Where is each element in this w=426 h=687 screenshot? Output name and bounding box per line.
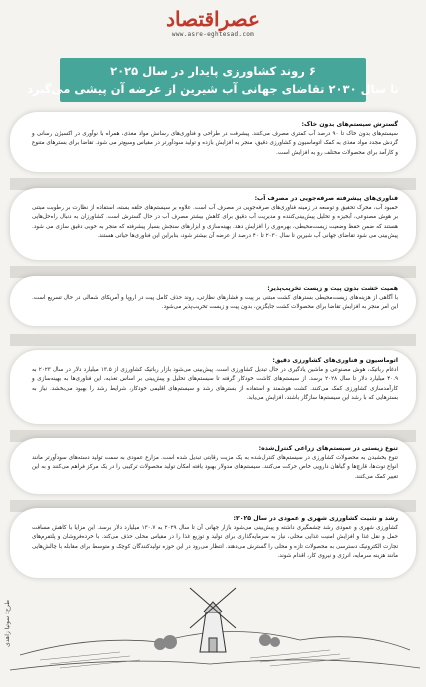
field-hatching (40, 650, 350, 668)
section-text (32, 120, 398, 158)
section-text (32, 444, 398, 482)
section-body: ادغام رباتیک، هوش مصنوعی و ماشین یادگیری در حال تبدیل کشاورزی است. پیش‌بینی می‌شود بازار رباتیک کشاورزی از ۱۳.۵ میلیارد دلار در سال ۲۰۲۳ به ۴۰.۹ میلیارد دلار تا سال ۲۰۲۸ برسد. از سیستم‌های کاشت خودکار گرفته تا سیستم‌های تحلیل و پیش‌بینی بر اساس تغذیه، این فناوری‌ها به بهینه‌سازی و کارآمدسازی کشاورزی کمک می‌کنند. کشت هوشمند و استفاده از بسترهای رشد و سیستم‌های اقلیمی خودکار، شرایط رشد را بهبود می‌بخشد. نیاز به بسترهایی که با رشد این سیستم‌ها سازگار باشند، افزایش می‌یابد. (32, 367, 398, 401)
section-card (10, 438, 416, 494)
section-text (32, 194, 398, 241)
logo-url: www.asre-eghtesad.com (171, 31, 255, 38)
section-text (32, 514, 398, 561)
section-card (10, 188, 416, 260)
section-title: تنوع زیستی در سیستم‌های زراعی کنترل‌شده: (258, 445, 398, 452)
section-card (10, 350, 416, 424)
section-body: سیستم‌های بدون خاک تا ۹۰ درصد آب کمتری مصرف می‌کنند. پیشرفت در طراحی و فناوری‌های رسانش مواد مغذی، همراه با نوآوری در اکسیژن رسانی و گردش مجدد مواد مغذی به کمک اتوماسیون و کشاورزی دقیق، منجر به افزایش بازده و تولید سودآورتر در مقیاس وسیع‌تر می شود. تقاضا برای بسترهای متنوع و کارآمد برای محصولات مختلف رو به افزایش است. (32, 131, 398, 156)
farm-landscape-illustration (0, 560, 426, 687)
section-title: فناوری‌های پیشرفته صرفه‌جویی در مصرف آب: (254, 195, 398, 202)
publication-logo[interactable] (0, 8, 426, 38)
logo-wordmark: عصراقتصاد (166, 7, 260, 31)
section-title: همیت خشت بدون پیت و زیست تخریب‌پذیر: (267, 285, 398, 292)
section-body: با آگاهی از هزینه‌های زیست‌محیطی بسترهای کشت مبتنی بر پیت و فشارهای نظارتی، روند حذف کامل پیت در اروپا و آمریکای شمالی در حال تسریع است. این امر منجر به افزایش تقاضا برای محصولات کشت جایگزین، بدون پیت و زیست تخریب‌پذیر می‌شود. (32, 295, 398, 311)
section-title: رشد و تثبیت کشاورزی شهری و عمودی در سال ۲۰۲۵: (233, 515, 398, 522)
section-body: خمبود آب، محرک تحقیق و توسعه در زمینه فناوری‌های صرفه‌جویی در مصرف آب است. علاوه بر سیستم‌های حلقه بسته، استفاده از نظارت بر رطوبت مبتنی بر هوش مصنوعی، آبخیزه و تحلیل پیش‌بینی‌کننده و مدیریت آب دقیق برای کاهش بیشتر مصرف آب در حال گسترش است. کشاورزان به دنبال راه‌حل‌هایی هستند که ضمن حفظ وضعیت زیست‌محیطی، بهره‌وری را افزایش دهد. بهینه‌سازی و ابزارهای سنجش بسیار پیشرفته که منجر به خوبی دقیق سازی می شود. پیش‌بینی می شود تقاضای جهانی آب شیرین تا سال ۲۰۳۰ تا ۴۰ درصد از عرضه آن بیشتر شود، بنابراین این فناوری‌ها حیاتی هستند. (32, 205, 398, 239)
design-credit: طرح: سوتیا زاهدی (4, 600, 11, 647)
section-text (32, 284, 398, 313)
windmill-icon (190, 588, 236, 652)
section-title: اتوماسیون و فناوری‌های کشاورزی دقیق: (272, 357, 398, 364)
section-title: گسترش سیستم‌های بدون خاک: (301, 121, 398, 128)
section-text (32, 356, 398, 403)
section-body: تنوع بخشیدن به محصولات کشاورزی در سیستم‌های کنترل‌شده به یک مزیت رقابتی تبدیل شده است. مزارع عمودی به سمت تولید دسته‌های سودآورتر مانند انواع توت‌ها، قارچ‌ها و گیاهان دارویی خاص حرکت می‌کنند. سیستم‌های مدولار بهبود یافته امکان تولید محصولات ترکیبی را در یک مرکز فراهم می‌کنند و به این تغییر کمک می‌کنند. (32, 455, 398, 480)
section-body: کشاورزی شهری و عمودی رشد چشمگیری داشته و پیش‌بینی می‌شود بازار جهانی آن تا سال ۲۰۲۹ به ۱۳۰.۷ میلیارد دلار برسد. این مزایا با کاهش مسافت حمل و نقل غذا و افزایش امنیت غذایی محلی، نیاز به سرمایه‌گذاری برای تولید و توزیع غذا را در مقیاس محلی حذف می‌کند. با خرده‌فروشان و پلتفرم‌های تجارت الکترونیک دسترسی به محصولات تازه و محلی را گسترش می‌دهند. انتظار می‌رود در این حوزه تولیدکنندگان کوچک و متوسط برای مقابله با چالش‌هایی مانند هزینه سرمایه، انرژی و نیروی کار، اقدام شوند. (32, 525, 398, 559)
section-divider (10, 334, 416, 346)
headline-banner (27, 58, 399, 102)
headline-line-2: تا سال ۲۰۳۰ تقاضای جهانی آب شیرین از عرضه آن پیشی می‌گیرد (27, 82, 399, 96)
section-card (10, 276, 416, 326)
headline-line-1: ۶ روند کشاورزی پایدار در سال ۲۰۲۵ (110, 64, 316, 78)
section-card (10, 112, 416, 172)
